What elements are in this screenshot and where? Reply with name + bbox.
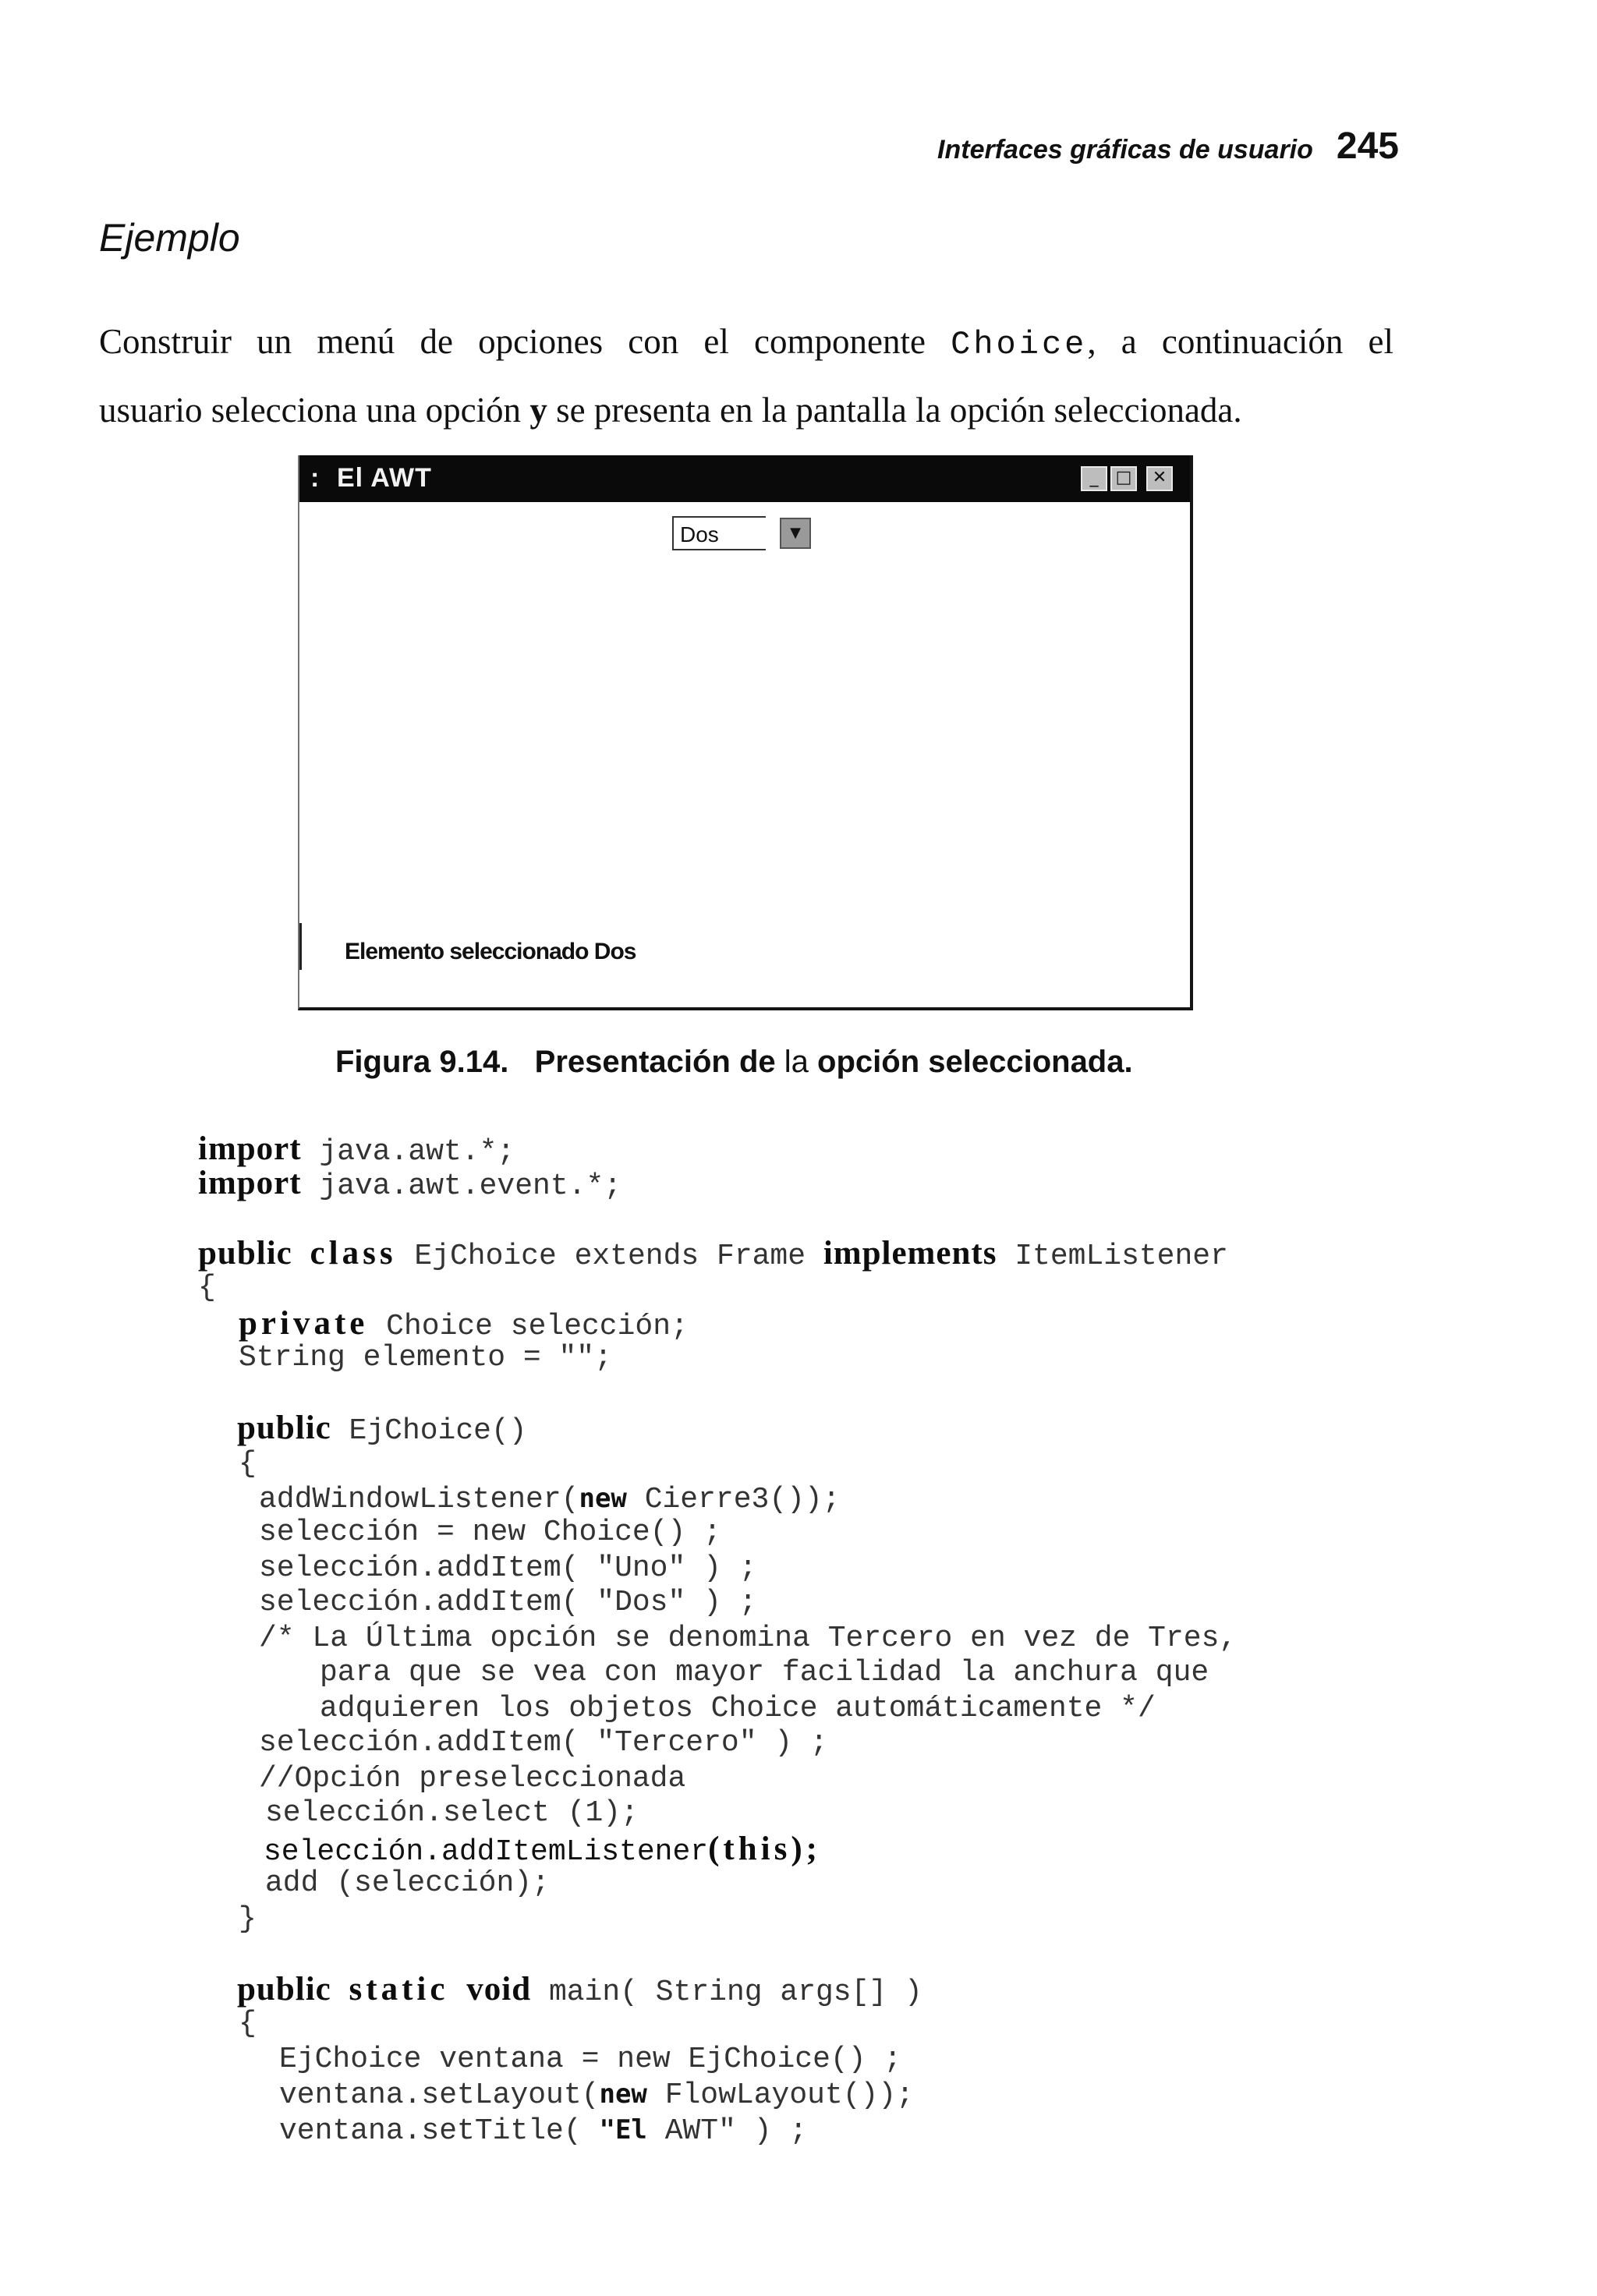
code-line	[198, 1236, 1228, 1274]
code-line: /* La Última opción se denomina Tercero en vez de Tres,	[259, 1622, 1238, 1655]
awt-window-title: El AWT	[337, 463, 432, 493]
code-line: selección.addItem( "Tercero" ) ;	[259, 1726, 828, 1760]
intro-text-1: Construir un menú de opciones con el componente	[99, 322, 951, 361]
code-line	[239, 1307, 689, 1344]
code-line: {	[239, 1447, 257, 1481]
choice-selected-value: Dos	[680, 522, 719, 547]
code-line: add (selección);	[265, 1866, 550, 1900]
selected-element-label: Elemento seleccionado Dos	[345, 939, 636, 964]
code-listing	[0, 1132, 1597, 2177]
figure-caption	[335, 1045, 1133, 1080]
code-text: Cierre3());	[626, 1483, 841, 1516]
code-keyword: new	[579, 1483, 627, 1514]
code-keyword: public	[198, 1235, 292, 1272]
running-title: Interfaces gráficas de usuario	[937, 135, 1313, 165]
code-line	[259, 1481, 841, 1517]
code-keyword: static	[349, 1971, 449, 2008]
code-keyword: (this);	[708, 1831, 821, 1867]
code-keyword: public	[237, 1971, 331, 2008]
intro-line-1	[99, 309, 1393, 377]
code-text: EjChoice extends Frame	[396, 1240, 823, 1273]
code-keyword: void	[466, 1971, 532, 2008]
code-line: selección.select (1);	[265, 1796, 639, 1830]
code-text: java.awt.*;	[301, 1135, 515, 1169]
code-text: java.awt.event.*;	[301, 1169, 622, 1203]
code-line	[279, 2077, 914, 2113]
code-line: {	[239, 2007, 257, 2040]
code-keyword: public	[237, 1410, 331, 1446]
code-text: EjChoice()	[331, 1414, 527, 1448]
intro-line-2	[99, 377, 1393, 443]
code-keyword: implements	[823, 1235, 997, 1272]
figure-caption-part3: opción seleccionada.	[817, 1045, 1133, 1079]
code-line	[279, 2113, 807, 2149]
code-keyword: new	[599, 2078, 647, 2110]
awt-titlebar	[299, 455, 1190, 502]
intro-text-3: usuario selecciona una opción	[99, 391, 530, 430]
running-header	[0, 125, 1399, 168]
code-text: Choice selección;	[368, 1310, 689, 1343]
code-text: FlowLayout());	[646, 2078, 914, 2112]
code-text: selección.addItemListener	[264, 1835, 709, 1869]
code-line	[237, 1411, 527, 1449]
intro-paragraph	[99, 309, 1393, 443]
page-number: 245	[1336, 126, 1399, 167]
code-line: EjChoice ventana = new EjChoice() ;	[279, 2043, 902, 2076]
code-line: para que se vea con mayor facilidad la anchura que	[320, 1656, 1209, 1689]
code-text: ventana.setLayout(	[279, 2078, 600, 2112]
awt-title-glyph: :	[310, 463, 320, 493]
code-text: AWT" ) ;	[646, 2114, 808, 2148]
figure-caption-label: Figura 9.14.	[335, 1045, 509, 1079]
code-text: ventana.setTitle(	[279, 2114, 600, 2148]
code-text: main( String args[] )	[531, 1976, 922, 2009]
code-line: selección = new Choice() ;	[259, 1516, 721, 1549]
code-keyword: "El	[599, 2114, 647, 2146]
code-line: adquieren los objetos Choice automáticamente */	[320, 1692, 1156, 1725]
intro-text-2: , a continuación el	[1087, 322, 1393, 361]
section-heading: Ejemplo	[99, 216, 240, 260]
code-keyword: import	[198, 1130, 302, 1167]
dropdown-arrow-icon[interactable]: ▼	[780, 518, 811, 549]
figure-caption-part2: la	[775, 1045, 818, 1079]
code-line	[237, 1972, 922, 2010]
maximize-icon[interactable]: □	[1110, 466, 1137, 491]
minimize-icon[interactable]: _	[1081, 466, 1107, 491]
intro-code-term: Choice	[951, 326, 1088, 363]
window-edge-mark	[299, 923, 302, 970]
code-line: selección.addItem( "Uno" ) ;	[259, 1551, 757, 1585]
code-line: }	[239, 1902, 257, 1936]
intro-text-4: se presenta en la pantalla la opción seleccionada.	[547, 391, 1242, 430]
intro-text-y: y	[529, 391, 547, 430]
code-keyword: private	[239, 1305, 369, 1342]
code-line	[198, 1166, 621, 1204]
figure-caption-part1: Presentación de	[534, 1045, 776, 1079]
code-line	[198, 1132, 515, 1169]
code-text: ItemListener	[997, 1240, 1228, 1273]
code-text: addWindowListener(	[259, 1483, 579, 1516]
code-line: //Opción preseleccionada	[259, 1762, 686, 1795]
code-line	[264, 1832, 821, 1870]
choice-dropdown[interactable]	[672, 516, 766, 550]
code-line: {	[198, 1271, 216, 1304]
code-keyword: class	[310, 1235, 397, 1272]
code-line: selección.addItem( "Dos" ) ;	[259, 1586, 757, 1619]
close-icon[interactable]: ✕	[1146, 466, 1173, 491]
awt-window-screenshot	[298, 455, 1193, 1010]
code-keyword: import	[198, 1165, 302, 1201]
code-line: String elemento = "";	[239, 1341, 612, 1374]
